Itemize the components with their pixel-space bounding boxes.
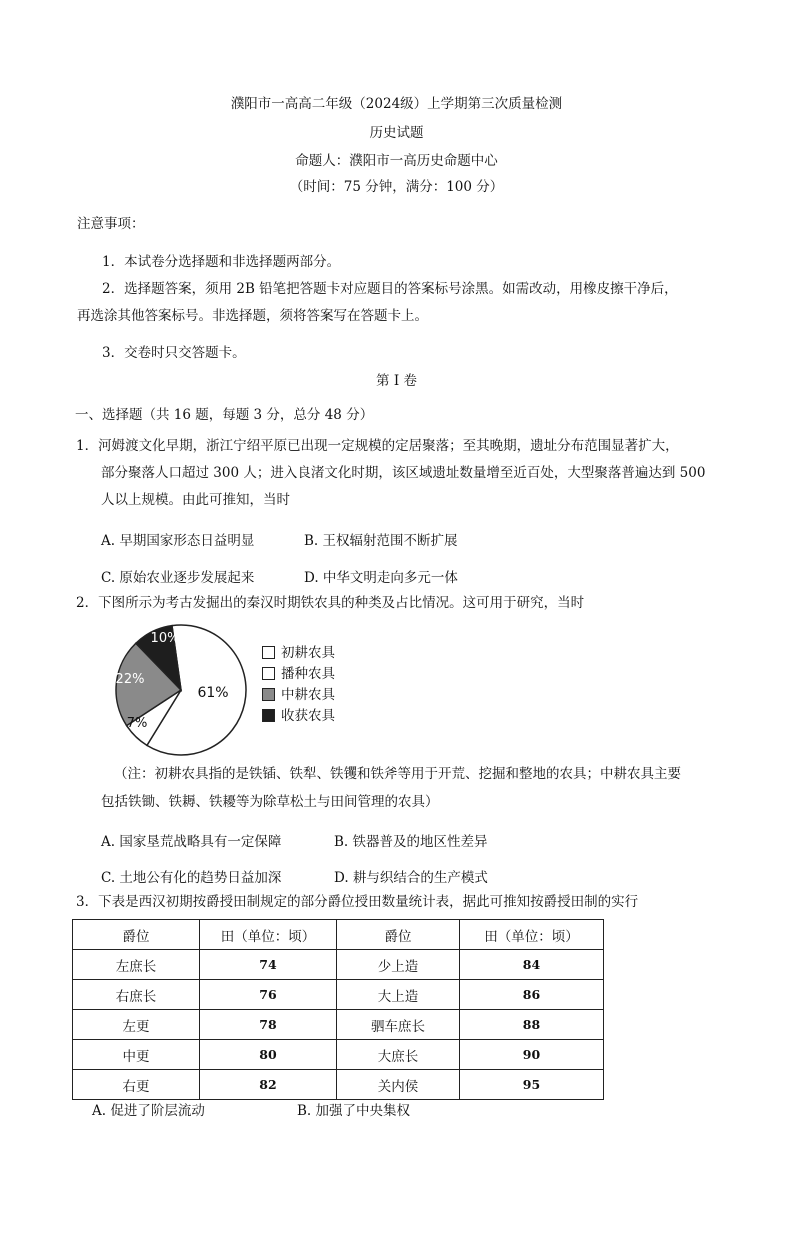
- table-cell: 90: [460, 1040, 604, 1070]
- table-cell: 78: [200, 1010, 337, 1040]
- table-cell: 86: [460, 980, 604, 1010]
- notes-heading: 注意事项：: [77, 216, 145, 232]
- table-cell: 少上造: [337, 950, 460, 980]
- q3-option-b[interactable]: B. 加强了中央集权: [297, 1103, 411, 1119]
- q2-option-c[interactable]: C. 土地公有化的趋势日益加深: [101, 870, 282, 886]
- table-cell: 80: [200, 1040, 337, 1070]
- table-cell: 95: [460, 1070, 604, 1100]
- q1-option-b[interactable]: B. 王权辐射范围不断扩展: [304, 533, 458, 549]
- table-header-cell: 田（单位：顷）: [200, 920, 337, 950]
- exam-subject: 历史试题: [369, 125, 424, 141]
- q2-option-a[interactable]: A. 国家垦荒战略具有一定保障: [101, 834, 282, 850]
- table-cell: 关内侯: [337, 1070, 460, 1100]
- notes-item-2-line-2: 再选涂其他答案标号。非选择题，须将答案写在答题卡上。: [77, 308, 428, 324]
- q2-note-line-2: 包括铁锄、铁耨、铁耰等为除草松土与田间管理的农具）: [101, 794, 439, 810]
- table-header-row: [73, 920, 604, 950]
- table-row: [73, 1010, 604, 1040]
- legend-label: 中耕农具: [281, 687, 335, 703]
- pie-slice-label-0: 61%: [197, 685, 229, 701]
- legend-item-sowing: [262, 664, 335, 684]
- notes-item-2-line-1: 2．选择题答案，须用 2B 铅笔把答题卡对应题目的答案标号涂黑。如需改动，用橡皮擦干净后，: [102, 281, 678, 297]
- q2-stem: 2．下图所示为考古发掘出的秦汉时期铁农具的种类及占比情况。这可用于研究，当时: [76, 595, 585, 611]
- q2-note-line-1: （注：初耕农具指的是铁锸、铁犁、铁䦆和铁斧等用于开荒、挖掘和整地的农具；中耕农具主要: [114, 766, 681, 782]
- legend-swatch: [262, 667, 275, 680]
- pie-chart: [108, 617, 254, 763]
- legend-item-harvest: [262, 706, 335, 726]
- table-cell: 84: [460, 950, 604, 980]
- table-cell: 右更: [73, 1070, 200, 1100]
- rank-land-table: [72, 919, 604, 1100]
- notes-item-1: 1．本试卷分选择题和非选择题两部分。: [102, 254, 341, 270]
- pie-slice-label-3: 10%: [150, 631, 180, 646]
- table-cell: 88: [460, 1010, 604, 1040]
- q1-option-d[interactable]: D. 中华文明走向多元一体: [304, 570, 458, 586]
- exam-author: 命题人：濮阳市一高历史命题中心: [295, 153, 498, 169]
- table-cell: 中更: [73, 1040, 200, 1070]
- q3-stem: 3．下表是西汉初期按爵授田制规定的部分爵位授田数量统计表，据此可推知按爵授田制的实行: [76, 894, 639, 910]
- pie-slice-label-1: 7%: [126, 716, 148, 731]
- table-cell: 74: [200, 950, 337, 980]
- table-cell: 大上造: [337, 980, 460, 1010]
- legend-swatch: [262, 709, 275, 722]
- table-row: [73, 1070, 604, 1100]
- table-header-cell: 爵位: [73, 920, 200, 950]
- legend-swatch: [262, 688, 275, 701]
- table-cell: 82: [200, 1070, 337, 1100]
- q2-option-b[interactable]: B. 铁器普及的地区性差异: [334, 834, 488, 850]
- q3-option-a[interactable]: A. 促进了阶层流动: [92, 1103, 205, 1119]
- table-row: [73, 1040, 604, 1070]
- table-cell: 大庶长: [337, 1040, 460, 1070]
- legend-swatch: [262, 646, 275, 659]
- table-cell: 驷车庶长: [337, 1010, 460, 1040]
- exam-time-score: （时间：75 分钟，满分：100 分）: [289, 179, 504, 195]
- table-header-cell: 田（单位：顷）: [460, 920, 604, 950]
- pie-slice-label-2: 22%: [115, 672, 145, 687]
- pie-legend: [262, 643, 382, 729]
- q2-option-d[interactable]: D. 耕与织结合的生产模式: [334, 870, 488, 886]
- volume-label: 第 I 卷: [376, 373, 417, 389]
- table-row: [73, 980, 604, 1010]
- legend-label: 初耕农具: [281, 645, 335, 661]
- table-cell: 右庶长: [73, 980, 200, 1010]
- table-header-cell: 爵位: [337, 920, 460, 950]
- legend-item-intertillage: [262, 685, 335, 705]
- table-cell: 左更: [73, 1010, 200, 1040]
- legend-item-initial-tillage: [262, 643, 335, 663]
- q1-stem-line-3: 人以上规模。由此可推知，当时: [101, 492, 290, 508]
- q1-stem-line-2: 部分聚落人口超过 300 人；进入良渚文化时期，该区域遗址数量增至近百处，大型聚落普遍达到 500: [101, 465, 706, 481]
- table-row: [73, 950, 604, 980]
- legend-label: 收获农具: [281, 708, 335, 724]
- q1-option-a[interactable]: A. 早期国家形态日益明显: [101, 533, 255, 549]
- notes-item-3: 3．交卷时只交答题卡。: [102, 345, 246, 361]
- q1-stem-line-1: 1．河姆渡文化早期，浙江宁绍平原已出现一定规模的定居聚落；至其晚期，遗址分布范围显著扩大，: [76, 438, 679, 454]
- section-heading: 一、选择题（共 16 题，每题 3 分，总分 48 分）: [75, 407, 374, 423]
- legend-label: 播种农具: [281, 666, 335, 682]
- q1-option-c[interactable]: C. 原始农业逐步发展起来: [101, 570, 255, 586]
- table-cell: 左庶长: [73, 950, 200, 980]
- exam-title: 濮阳市一高高二年级（2024级）上学期第三次质量检测: [230, 96, 563, 112]
- table-cell: 76: [200, 980, 337, 1010]
